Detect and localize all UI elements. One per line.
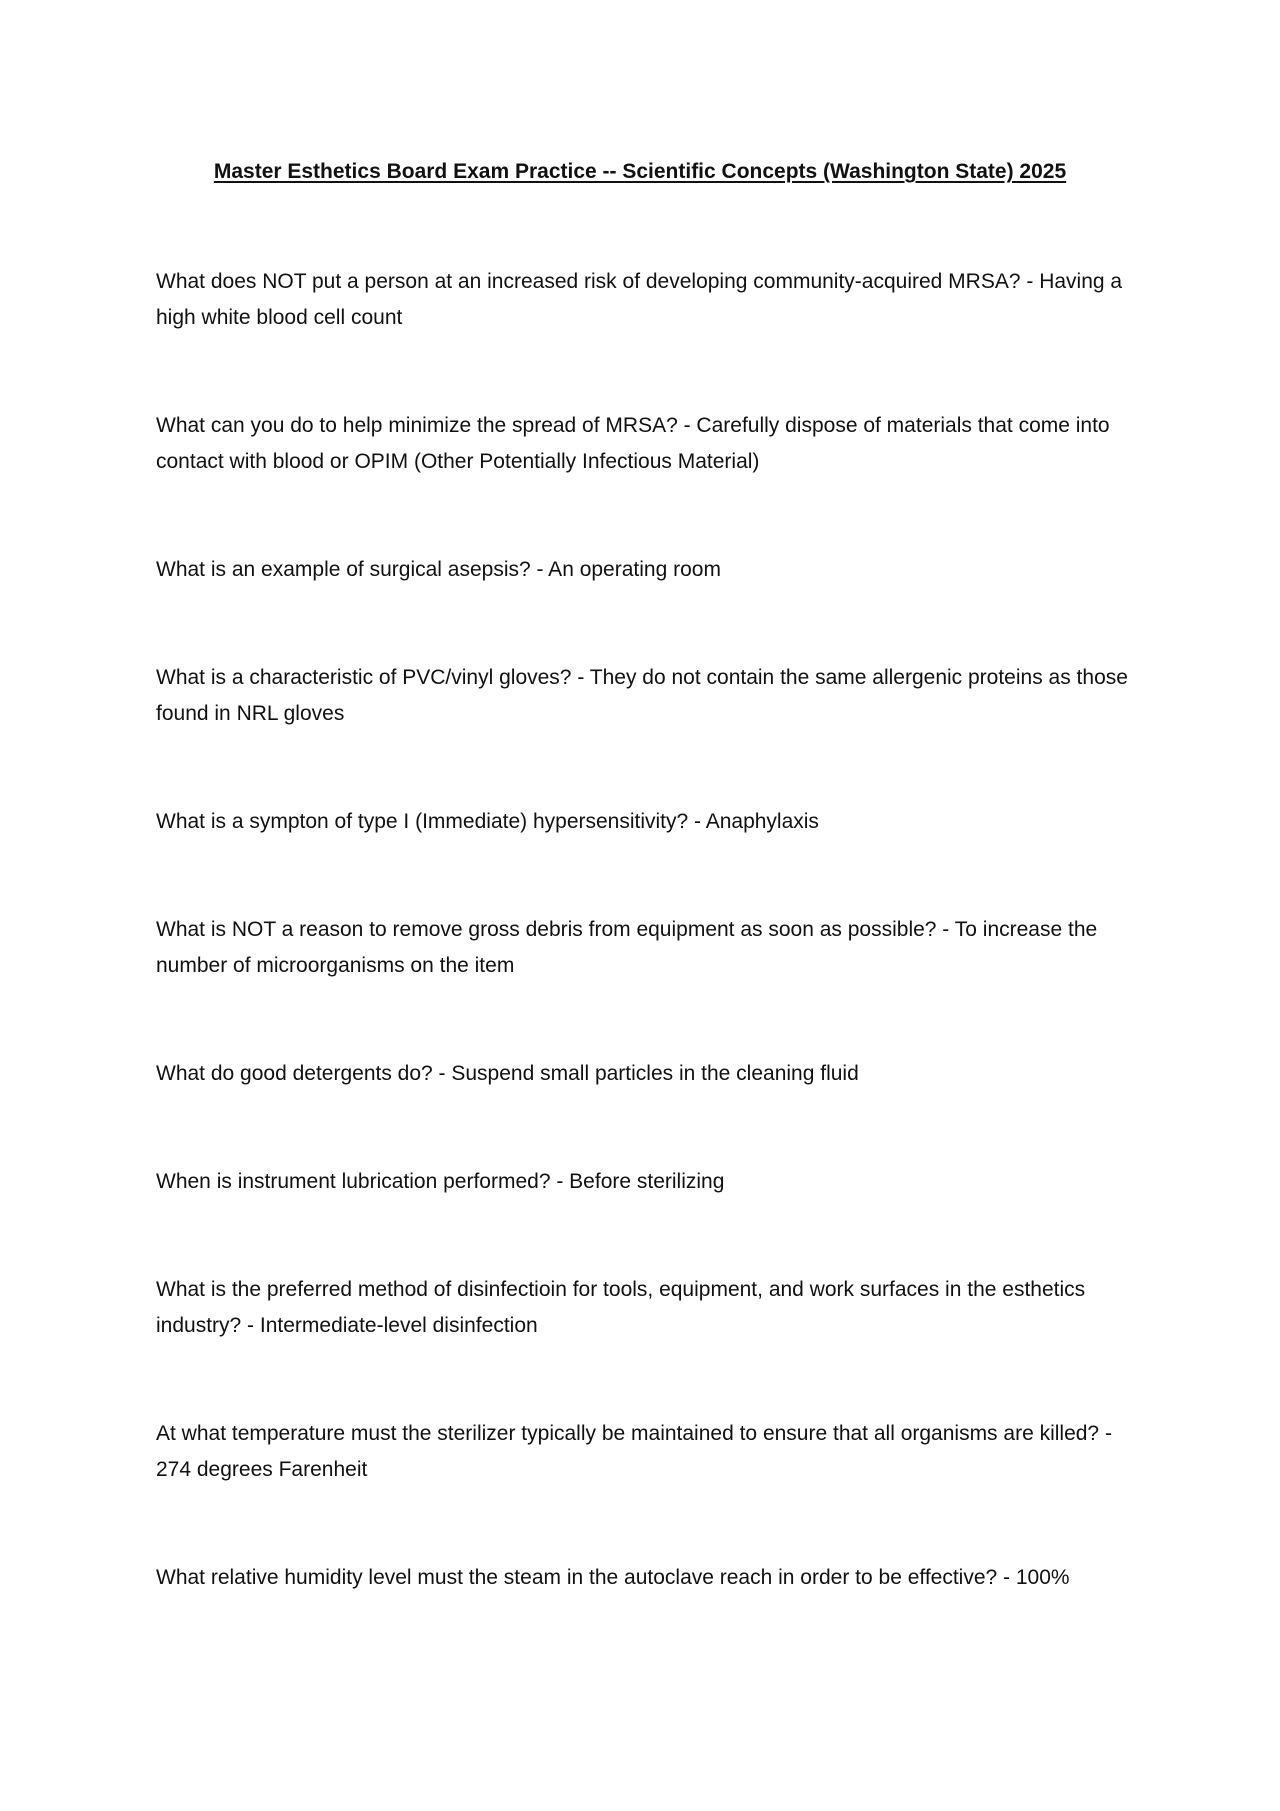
- qa-item: What is a sympton of type I (Immediate) hypersensitivity? - Anaphylaxis: [156, 810, 819, 833]
- qa-item: What relative humidity level must the steam in the autoclave reach in order to be effective? - 100%: [156, 1566, 1070, 1589]
- qa-item: What does NOT put a person at an increased risk of developing community-acquired MRSA? - Having a high white blood cell count: [156, 270, 1123, 329]
- qa-item: What is an example of surgical asepsis? - An operating room: [156, 558, 721, 581]
- qa-item: What is the preferred method of disinfectioin for tools, equipment, and work surfaces in the esthetics industry? - Intermediate-level disinfection: [156, 1278, 1086, 1337]
- qa-item: What is NOT a reason to remove gross debris from equipment as soon as possible? - To increase the number of microorganisms on the item: [156, 918, 1098, 977]
- qa-item: What is a characteristic of PVC/vinyl gloves? - They do not contain the same allergenic proteins as those found in NRL gloves: [156, 666, 1128, 725]
- document-title: Master Esthetics Board Exam Practice -- Scientific Concepts (Washington State) 2025: [213, 160, 1067, 183]
- qa-item: At what temperature must the sterilizer typically be maintained to ensure that all organisms are killed? - 274 degrees Farenheit: [156, 1422, 1112, 1481]
- qa-item: When is instrument lubrication performed? - Before sterilizing: [156, 1170, 725, 1193]
- qa-item: What can you do to help minimize the spread of MRSA? - Carefully dispose of materials that come into contact with blood or OPIM (Other Potentially Infectious Material): [156, 414, 1110, 473]
- qa-item: What do good detergents do? - Suspend small particles in the cleaning fluid: [156, 1062, 859, 1085]
- question-answer-list: [156, 264, 1136, 1668]
